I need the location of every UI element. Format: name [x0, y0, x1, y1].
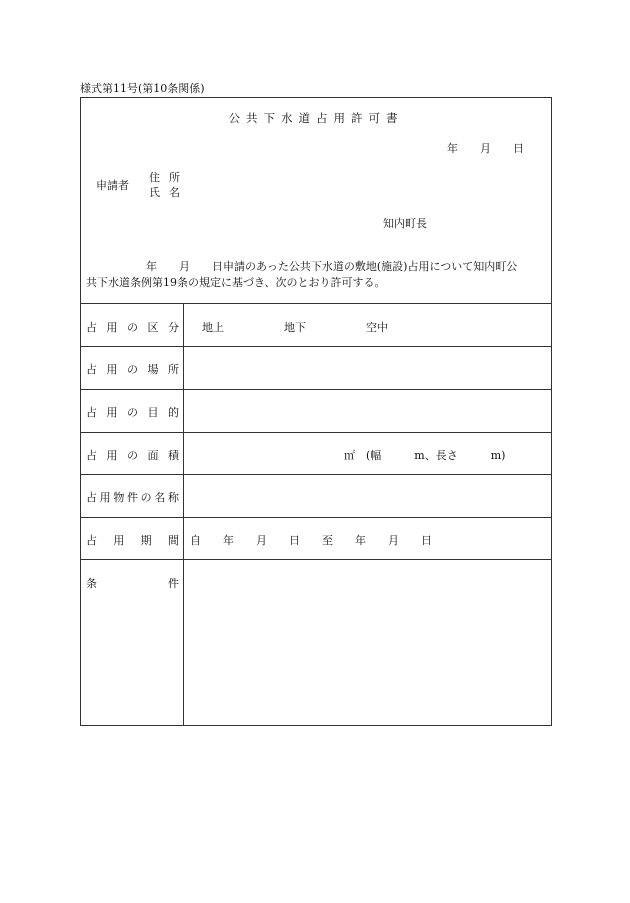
permit-form: [80, 97, 552, 726]
document-title: 公共下水道占用許可書: [228, 111, 404, 125]
form-number: 様式第11号(第10条関係): [80, 82, 205, 95]
conditions-label: 条件: [86, 577, 179, 590]
category-aerial: 空中: [366, 321, 388, 334]
address-label: 住所: [149, 171, 189, 184]
row-category: [81, 303, 551, 346]
row-period: [81, 517, 551, 559]
row-purpose: [81, 389, 551, 432]
category-underground: 地下: [284, 321, 306, 334]
applicant-label: 申請者: [96, 179, 129, 192]
purpose-label: 占用の目的: [86, 406, 179, 419]
issue-date: 年 月 日: [447, 142, 524, 155]
name-label: 氏名: [149, 186, 189, 199]
row-location: [81, 346, 551, 389]
issuer: 知内町長: [383, 217, 427, 230]
category-above-ground: 地上: [202, 321, 224, 334]
object-label: 占用物件の名称: [86, 491, 179, 504]
area-label: 占用の面積: [86, 449, 179, 462]
row-conditions: [81, 559, 551, 725]
row-area: [81, 432, 551, 474]
location-label: 占用の場所: [86, 363, 179, 376]
period-value: 自 年 月 日 至 年 月 日: [190, 534, 432, 547]
period-label: 占用期間: [86, 534, 179, 547]
statement-line-1: 年 月 日申請のあった公共下水道の敷地(施設)占用について知内町公: [146, 260, 518, 273]
permit-statement: [86, 259, 548, 291]
row-object: [81, 474, 551, 517]
area-value: ㎡ (幅 m、長さ m): [344, 449, 506, 462]
statement-line-2: 共下水道条例第19条の規定に基づき、次のとおり許可する。: [86, 276, 386, 289]
category-label: 占用の区分: [86, 321, 179, 334]
